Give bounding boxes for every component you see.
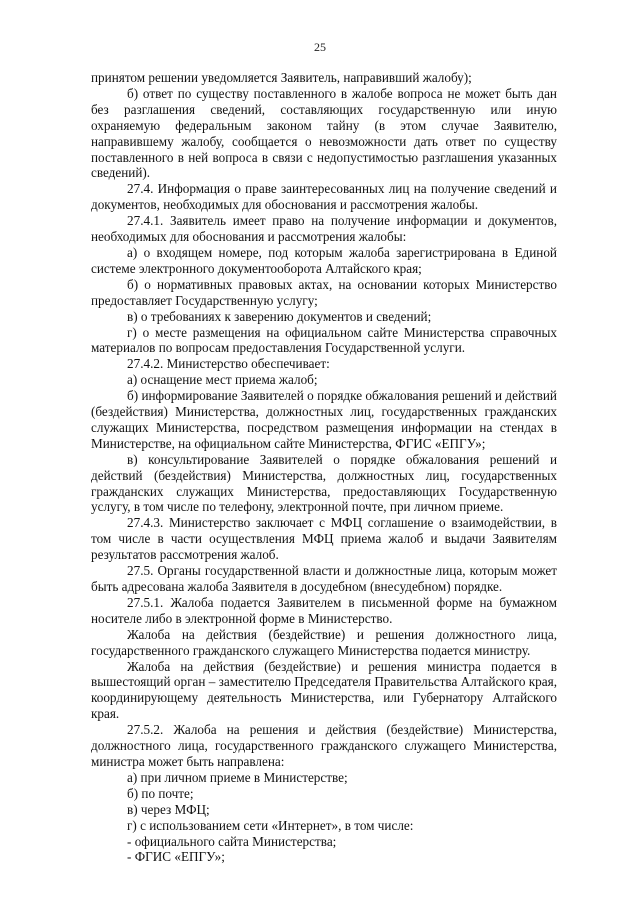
- list-item: - официального сайта Министерства;: [127, 833, 337, 849]
- paragraph: б) ответ по существу поставленного в жалобе вопроса не может быть дан без разглашения сведений, составляющих государственную или иную охраняемую федеральным законом тайну (в этом случае Заявителю, направившему жалобу, сообщается о невозможности дать ответ по существу поставленного в ней вопроса в связи с недопустимостью разглашения указанных сведений).: [91, 85, 557, 181]
- page-number: 25: [314, 40, 326, 54]
- paragraph: б) о нормативных правовых актах, на основании которых Министерство предоставляет Государственную услугу;: [91, 276, 557, 308]
- paragraph: 27.4.2. Министерство обеспечивает:: [127, 356, 330, 372]
- paragraph: в) консультирование Заявителей о порядке обжалования решений и действий (бездействия) Министерства, должностных лиц, государственных гражданских служащих Министерства, предоставляющих Государственную услугу, в том числе по телефону, электронной почте, при личном приеме.: [91, 451, 557, 515]
- paragraph: а) оснащение мест приема жалоб;: [127, 372, 318, 388]
- paragraph: 27.4. Информация о праве заинтересованных лиц на получение сведений и документов, необходимых для обоснования и рассмотрения жалобы.: [91, 181, 557, 213]
- paragraph: 27.5. Органы государственной власти и должностные лица, которым может быть адресована жалоба Заявителя в досудебном (внесудебном) порядке.: [91, 563, 557, 594]
- paragraph: 27.5.2. Жалоба на решения и действия (бездействие) Министерства, должностного лица, государственного гражданского служащего Министерства, министра может быть направлена:: [91, 722, 557, 769]
- paragraph: 27.4.1. Заявитель имеет право на получение информации и документов, необходимых для обоснования и рассмотрения жалобы:: [91, 213, 557, 245]
- paragraph: 27.5.1. Жалоба подается Заявителем в письменной форме на бумажном носителе либо в электронной форме в Министерство.: [91, 594, 557, 626]
- paragraph: 27.4.3. Министерство заключает с МФЦ соглашение о взаимодействии, в том числе в части осуществления МФЦ приема жалоб и выдачи Заявителям результатов рассмотрения жалоб.: [91, 515, 557, 563]
- paragraph: в) о требованиях к заверению документов и сведений;: [127, 308, 432, 324]
- list-item: г) с использованием сети «Интернет», в том числе:: [127, 817, 414, 833]
- list-item: - ФГИС «ЕПГУ»;: [127, 849, 225, 865]
- list-item: в) через МФЦ;: [127, 801, 210, 817]
- list-item: а) при личном приеме в Министерстве;: [127, 769, 348, 785]
- paragraph: б) информирование Заявителей о порядке обжалования решений и действий (бездействия) Министерства, должностных лиц, государственных гражданских служащих Министерства, посредством размещения информации на стендах в Министерстве, на официальном сайте Министерства, ФГИС «ЕПГУ»;: [91, 388, 557, 451]
- document-body: [91, 70, 557, 865]
- paragraph: принятом решении уведомляется Заявитель, направивший жалобу);: [91, 70, 472, 85]
- list-item: б) по почте;: [127, 785, 194, 801]
- paragraph: Жалоба на действия (бездействие) и решения должностного лица, государственного гражданского служащего Министерства подается министру.: [91, 626, 557, 658]
- paragraph: г) о месте размещения на официальном сайте Министерства справочных материалов по вопросам предоставления Государственной услуги.: [91, 324, 557, 356]
- paragraph: а) о входящем номере, под которым жалоба зарегистрирована в Единой системе электронного документооборота Алтайского края;: [91, 244, 557, 276]
- paragraph: Жалоба на действия (бездействие) и решения министра подается в вышестоящий орган – заместителю Председателя Правительства Алтайского края, координирующему деятельность Министерства, или Губернатору Алтайского края.: [91, 658, 557, 722]
